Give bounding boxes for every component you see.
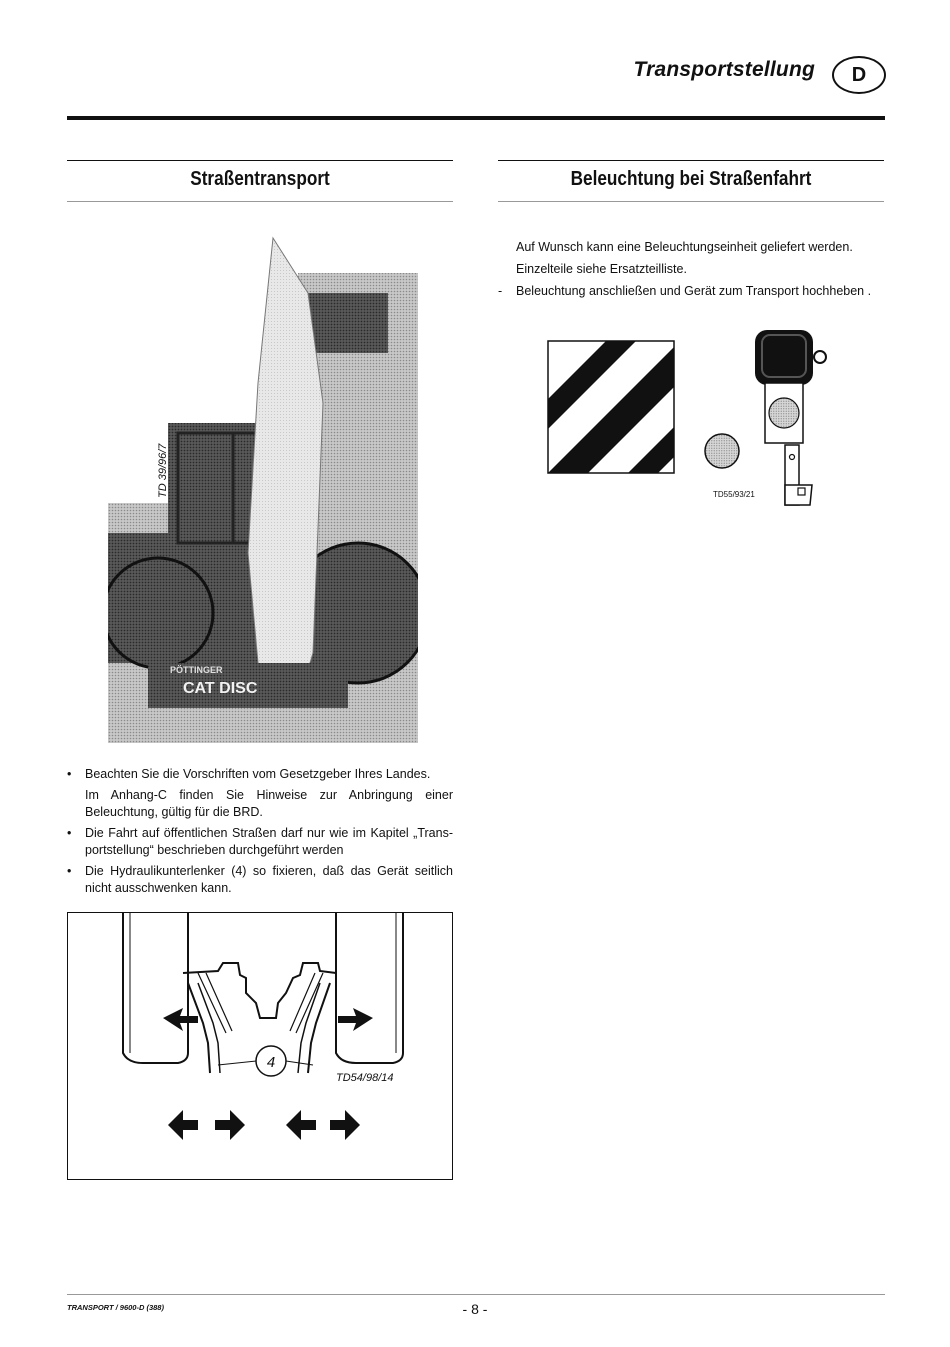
- instruction-item: [67, 863, 453, 897]
- lighting-text-line: Einzelteile siehe Ersatzteilliste.: [516, 262, 687, 276]
- diagram-figure-id: TD54/98/14: [336, 1072, 394, 1084]
- instruction-text: Die Fahrt auf öffentlichen Straßen darf nur wie im Kapitel „Trans-portstellung“ beschrieben durchgeführt werden: [85, 826, 453, 857]
- arrow-right-link-marker: [338, 1008, 373, 1031]
- page-header-title: Transportstellung: [633, 58, 815, 81]
- instruction-text: Beachten Sie die Vorschriften vom Gesetzgeber Ihres Landes.: [85, 767, 431, 781]
- right-section-title: Beleuchtung bei Straßenfahrt: [570, 168, 812, 190]
- bullet-marker: •: [67, 826, 72, 840]
- photo-figure-id: TD 39/96/7: [157, 443, 169, 498]
- tractor-transport-photo: [108, 233, 418, 743]
- reflector-icon: [703, 432, 741, 470]
- lower-link-diagram: [67, 912, 453, 1180]
- right-section-rule-bottom: [498, 201, 884, 202]
- instruction-subtext: Im Anhang-C finden Sie Hinweise zur Anbringung einer Beleuchtung, gültig für die BRD.: [85, 788, 453, 819]
- lamp-unit-icon: [750, 325, 830, 510]
- lower-link-drawing: [68, 913, 452, 1179]
- photo-model-label: CAT DISC: [183, 680, 258, 697]
- lighting-step-text: Beleuchtung anschließen und Gerät zum Transport hochheben .: [516, 284, 872, 298]
- bullet-marker: •: [67, 767, 72, 781]
- header-rule: [67, 116, 885, 120]
- lighting-text-line: Auf Wunsch kann eine Beleuchtungseinheit geliefert werden.: [516, 240, 853, 254]
- arrow-left-link-marker: [163, 1008, 198, 1031]
- language-badge: D: [832, 56, 886, 94]
- transport-instructions: [67, 766, 453, 901]
- bullet-marker: •: [67, 864, 72, 878]
- lighting-step: [498, 280, 898, 302]
- right-double-arrow-icon: [286, 1110, 360, 1140]
- left-section-rule-top: [67, 160, 453, 161]
- left-section-rule-bottom: [67, 201, 453, 202]
- instruction-item: [67, 825, 453, 859]
- right-section-rule-top: [498, 160, 884, 161]
- footer-rule: [67, 1294, 885, 1295]
- left-double-arrow-icon: [168, 1110, 245, 1140]
- instruction-item: [67, 766, 453, 783]
- tractor-photo-graphic: [108, 233, 418, 743]
- page-number: - 8 -: [462, 1301, 488, 1317]
- left-section-title: Straßentransport: [190, 168, 330, 190]
- lighting-instructions: [498, 236, 898, 302]
- photo-brand-label: PÖTTINGER: [170, 665, 223, 675]
- lighting-figure-id: TD55/93/21: [713, 490, 755, 499]
- instruction-text: Die Hydraulikunterlenker (4) so fixieren, daß das Gerät seitlich nicht ausschwenken kann.: [85, 864, 453, 895]
- footer-doc-ref: TRANSPORT / 9600-D (388): [67, 1303, 164, 1312]
- diagram-callout-number: 4: [266, 1054, 276, 1071]
- dash-marker: -: [498, 284, 503, 298]
- warning-panel-icon: [547, 340, 675, 474]
